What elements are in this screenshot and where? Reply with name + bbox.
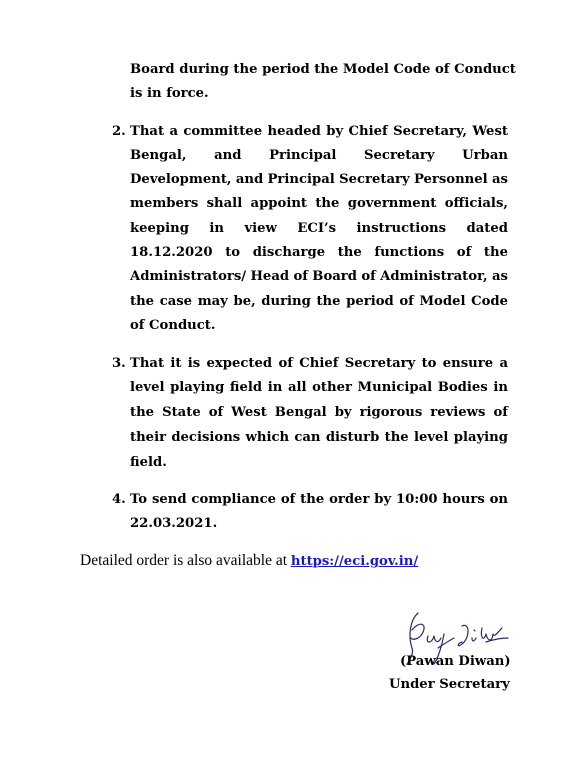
word: the	[337, 245, 362, 260]
item2-line-3	[130, 172, 508, 187]
item4-line-1	[130, 492, 508, 507]
word: a	[499, 356, 508, 371]
item2-line-1	[130, 124, 508, 139]
word: appoint	[250, 196, 308, 211]
word: Development,	[130, 172, 232, 187]
word: to	[421, 356, 437, 371]
word: instructions	[356, 221, 447, 236]
word: To	[130, 492, 148, 507]
word: government	[347, 196, 437, 211]
word: during	[261, 294, 311, 309]
word: That	[130, 124, 165, 139]
word: decisions	[171, 430, 241, 445]
word: the	[130, 294, 155, 309]
word: the	[315, 196, 340, 211]
word: which	[245, 430, 290, 445]
word: Principal	[267, 172, 335, 187]
word: headed	[267, 124, 321, 139]
item2-number: 2.	[112, 124, 126, 139]
word: in	[493, 380, 508, 395]
word: Administrators/	[130, 269, 247, 284]
item3-line-2	[130, 380, 508, 395]
word: hours	[442, 492, 485, 507]
item3-last-line: field.	[130, 455, 167, 470]
word: Model	[419, 294, 466, 309]
word: the	[130, 405, 155, 420]
item1-line-2: is in force.	[130, 86, 209, 101]
word: Personnel	[413, 172, 488, 187]
word: in	[209, 221, 225, 236]
word: That	[130, 356, 165, 371]
item3-line-3	[130, 405, 508, 420]
footer-text: Detailed order is also available at	[80, 552, 288, 569]
item3-number: 3.	[112, 356, 126, 371]
word: reviews	[430, 405, 486, 420]
word: of	[456, 245, 472, 260]
word: level	[413, 430, 449, 445]
word: 18.12.2020	[130, 245, 213, 260]
item2-line-4	[130, 196, 508, 211]
word: compliance	[191, 492, 276, 507]
word: expected	[206, 356, 273, 371]
word: in	[267, 380, 283, 395]
word: send	[151, 492, 187, 507]
word: by	[374, 492, 392, 507]
word: Urban	[462, 148, 508, 163]
word: all	[287, 380, 307, 395]
word: Secretary,	[393, 124, 467, 139]
word: period	[346, 294, 394, 309]
word: Board	[312, 269, 357, 284]
footer-note	[80, 552, 418, 570]
item2-line-8	[130, 294, 508, 309]
item1-line-1: Board during the period the Model Code of Conduct	[130, 62, 516, 77]
word: functions	[374, 245, 445, 260]
word: shall	[206, 196, 243, 211]
word: the	[483, 245, 508, 260]
word: their	[130, 430, 167, 445]
word: Secretary	[339, 172, 410, 187]
item2-line-7	[130, 269, 508, 284]
word: West	[472, 124, 508, 139]
word: and	[214, 148, 242, 163]
word: as	[492, 269, 508, 284]
word: Chief	[299, 356, 339, 371]
word: 10:00	[395, 492, 438, 507]
item4-number: 4.	[112, 492, 126, 507]
word: Bodies	[437, 380, 488, 395]
word: of	[361, 269, 376, 284]
signatory-designation: Under Secretary	[389, 677, 510, 692]
word: discharge	[252, 245, 326, 260]
word: case	[159, 294, 193, 309]
word: West	[231, 405, 267, 420]
item4-last-line: 22.03.2021.	[130, 516, 218, 531]
word: level	[130, 380, 165, 395]
word: of	[399, 294, 414, 309]
word: of	[493, 405, 508, 420]
word: disturb	[325, 430, 380, 445]
word: Secretary	[364, 148, 435, 163]
word: field	[229, 380, 263, 395]
item3-line-4	[130, 430, 508, 445]
word: the	[316, 294, 341, 309]
word: of	[208, 405, 224, 420]
word: it	[170, 356, 182, 371]
item2-line-5	[130, 221, 508, 236]
word: Bengal	[274, 405, 327, 420]
word: Secretary	[344, 356, 416, 371]
word: Chief	[348, 124, 388, 139]
word: on	[489, 492, 508, 507]
item2-line-6	[130, 245, 508, 260]
word: playing	[170, 380, 225, 395]
word: State	[162, 405, 201, 420]
word: of	[280, 492, 296, 507]
item3-line-1	[130, 356, 508, 371]
signatory-name: (Pawan Diwan)	[400, 654, 511, 669]
word: Head	[250, 269, 290, 284]
word: ensure	[442, 356, 494, 371]
word: ECI’s	[297, 221, 337, 236]
item2-line-2	[130, 148, 508, 163]
word: and	[235, 172, 264, 187]
word: view	[244, 221, 277, 236]
word: Principal	[269, 148, 337, 163]
word: may	[197, 294, 228, 309]
word: Bengal,	[130, 148, 187, 163]
word: as	[491, 172, 508, 187]
word: order	[329, 492, 370, 507]
word: rigorous	[359, 405, 423, 420]
word: to	[225, 245, 241, 260]
word: officials,	[444, 196, 508, 211]
word: Code	[471, 294, 508, 309]
word: by	[326, 124, 344, 139]
word: Administrator,	[380, 269, 488, 284]
word: members	[130, 196, 199, 211]
item2-last-line: of Conduct.	[130, 318, 216, 333]
word: the	[300, 492, 325, 507]
word: by	[334, 405, 352, 420]
word: Municipal	[357, 380, 433, 395]
word: other	[312, 380, 352, 395]
word: a	[169, 124, 178, 139]
word: is	[187, 356, 201, 371]
word: of	[278, 356, 293, 371]
word: the	[384, 430, 409, 445]
word: can	[294, 430, 321, 445]
word: of	[293, 269, 308, 284]
word: dated	[466, 221, 508, 236]
eci-website-link[interactable]: https://eci.gov.in/	[290, 554, 419, 569]
word: be,	[233, 294, 256, 309]
word: playing	[453, 430, 508, 445]
word: keeping	[130, 221, 189, 236]
word: committee	[183, 124, 263, 139]
